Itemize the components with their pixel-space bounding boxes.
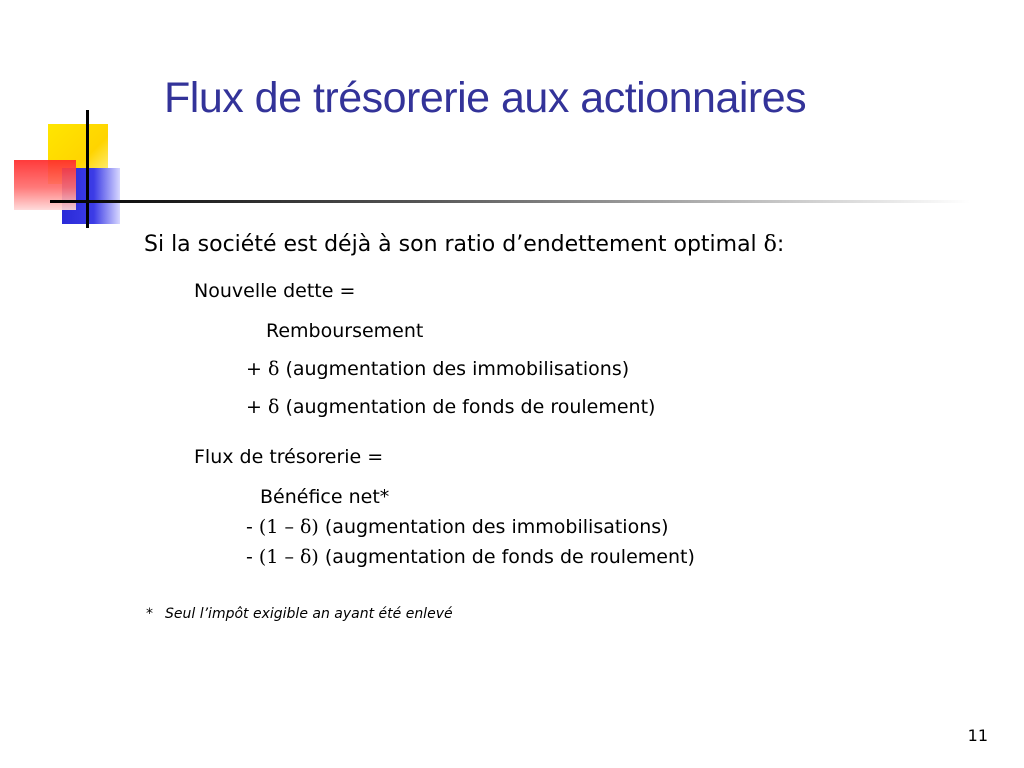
intro-text: Si la société est déjà à son ratio d’endettement optimal <box>144 232 764 257</box>
footnote <box>146 606 453 622</box>
footnote-text: Seul l’impôt exigible an ayant été enlevé <box>165 606 453 622</box>
flux-fonds-roulement-line <box>246 546 695 568</box>
page-number: 11 <box>967 726 988 745</box>
plus-sign: + <box>246 358 268 380</box>
slide-title: Flux de trésorerie aux actionnaires <box>164 74 807 122</box>
remboursement-line: Remboursement <box>266 320 424 342</box>
line-text: (augmentation des immobilisations) <box>279 358 630 380</box>
vertical-line <box>86 110 89 228</box>
flux-tresorerie-label: Flux de trésorerie = <box>194 446 384 468</box>
dette-immobilisations-line <box>246 358 629 380</box>
one-minus-delta: (1 – δ) <box>258 516 319 538</box>
title-divider <box>50 200 970 203</box>
line-text: (augmentation de fonds de roulement) <box>318 546 695 568</box>
intro-line <box>144 232 784 257</box>
line-text: (augmentation des immobilisations) <box>318 516 669 538</box>
delta-symbol: δ <box>763 232 777 257</box>
minus-sign: - <box>246 516 259 538</box>
flux-immobilisations-line <box>246 516 669 538</box>
plus-sign: + <box>246 396 268 418</box>
benefice-net-line: Bénéfice net* <box>260 486 390 508</box>
intro-suffix: : <box>776 232 785 257</box>
nouvelle-dette-label: Nouvelle dette = <box>194 280 356 302</box>
decorative-squares-logo <box>0 0 160 240</box>
delta-symbol: δ <box>267 358 280 380</box>
line-text: (augmentation de fonds de roulement) <box>279 396 656 418</box>
minus-sign: - <box>246 546 259 568</box>
delta-symbol: δ <box>267 396 280 418</box>
dette-fonds-roulement-line <box>246 396 655 418</box>
one-minus-delta: (1 – δ) <box>258 546 319 568</box>
footnote-marker: * <box>146 606 153 622</box>
